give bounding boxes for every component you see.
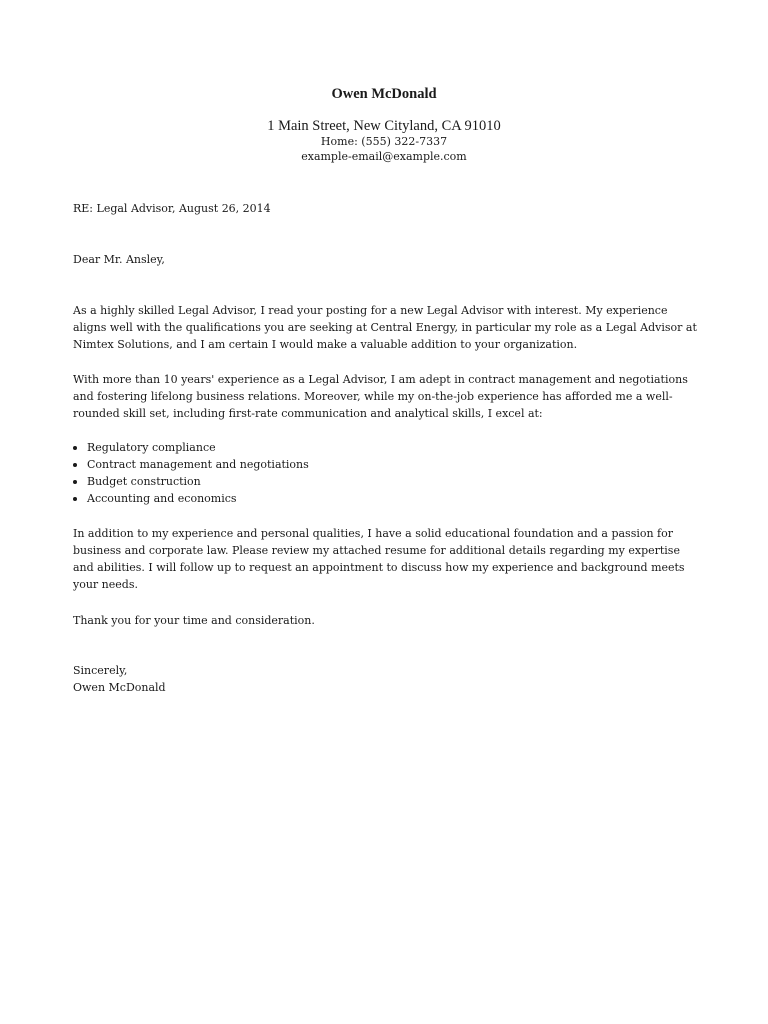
paragraph-intro: As a highly skilled Legal Advisor, I read your posting for a new Legal Advisor with interest. My experience aligns well with the qualifications you are seeking at Central Energy, in particular my role as a Legal Advisor at Nimtex Solutions, and I am certain I would make a valuable addition to your organization. — [73, 304, 697, 351]
sender-phone: Home: (555) 322-7337 — [320, 135, 448, 148]
list-item — [73, 490, 309, 507]
paragraph-experience: With more than 10 years' experience as a Legal Advisor, I am adept in contract management and negotiations and fostering lifelong business relations. Moreover, while my on-the-job experience has afforded me a well-rounded skill set, including first-rate communication and analytical skills, I excel at: — [73, 373, 688, 420]
bullet-icon — [73, 446, 77, 450]
list-item — [73, 439, 309, 456]
skill-label: Regulatory compliance — [87, 441, 216, 454]
skill-label: Budget construction — [87, 475, 201, 488]
sender-name: Owen McDonald — [331, 86, 437, 102]
paragraph-education: In addition to my experience and personal qualities, I have a solid educational foundation and a passion for business and corporate law. Please review my attached resume for additional details regarding my expertise and abilities. I will follow up to request an appointment to discuss how my experience and background meets your needs. — [73, 527, 685, 591]
bullet-icon — [73, 497, 77, 501]
list-item — [73, 473, 309, 490]
thanks-line: Thank you for your time and consideration. — [73, 614, 315, 627]
closing: Sincerely, — [73, 664, 128, 677]
salutation: Dear Mr. Ansley, — [73, 253, 165, 266]
list-item — [73, 456, 309, 473]
signature-name: Owen McDonald — [73, 681, 166, 694]
sender-email: example-email@example.com — [301, 150, 467, 163]
re-line: RE: Legal Advisor, August 26, 2014 — [73, 202, 271, 215]
skill-label: Contract management and negotiations — [87, 458, 309, 471]
skills-list — [73, 439, 309, 507]
bullet-icon — [73, 480, 77, 484]
skill-label: Accounting and economics — [87, 492, 237, 505]
bullet-icon — [73, 463, 77, 467]
sender-address: 1 Main Street, New Cityland, CA 91010 — [267, 118, 501, 134]
